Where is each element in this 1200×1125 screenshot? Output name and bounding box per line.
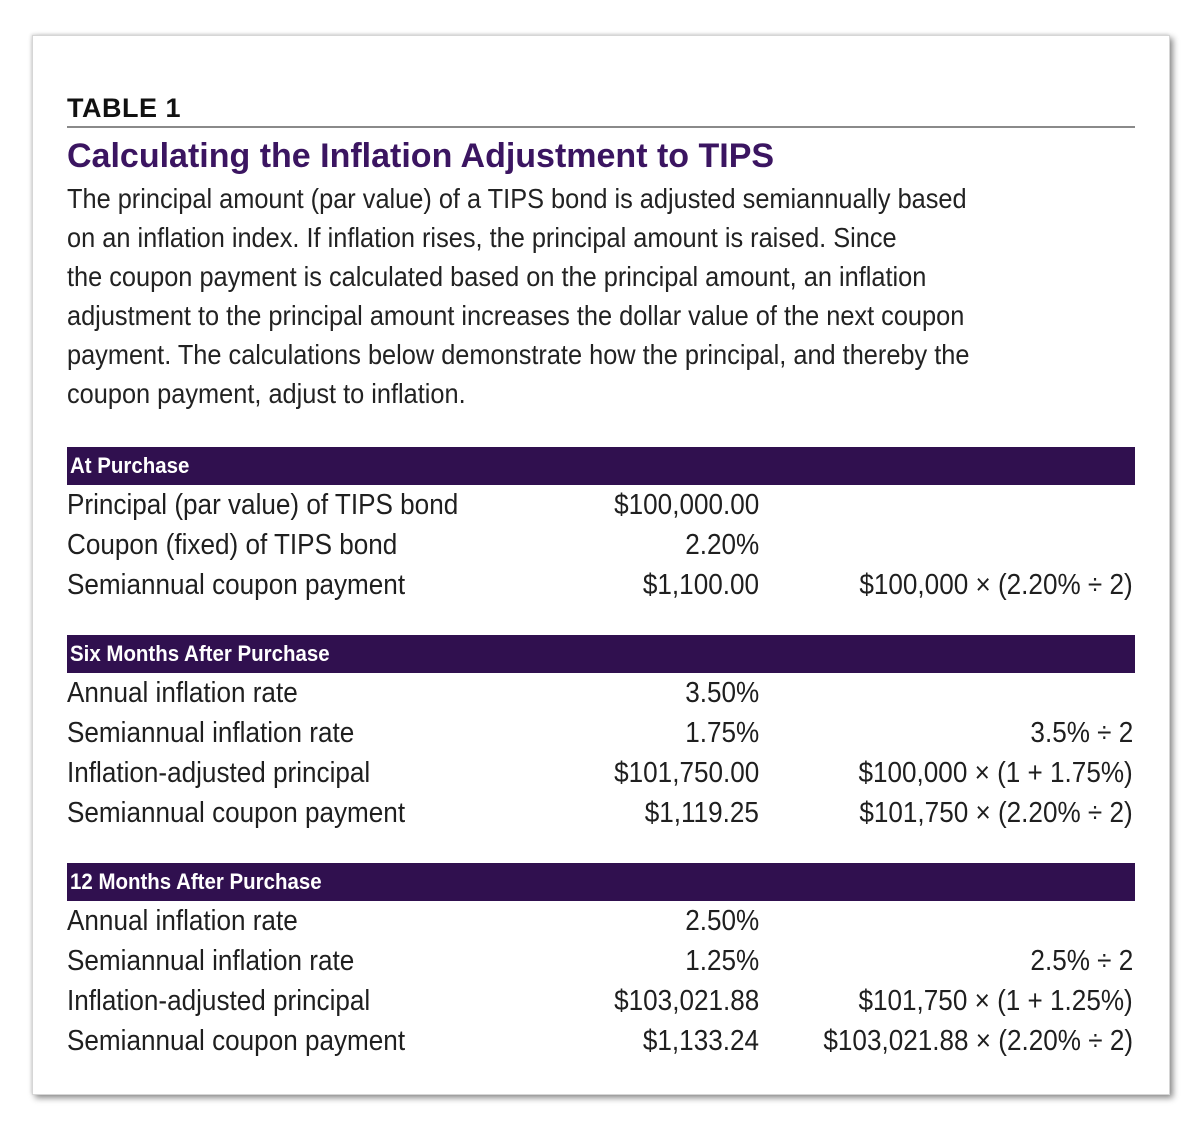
section-heading-text: At Purchase bbox=[70, 453, 190, 478]
row-formula: $100,000 × (2.20% ÷ 2) bbox=[859, 569, 1133, 601]
row-formula: $101,750 × (1 + 1.25%) bbox=[858, 985, 1133, 1017]
row-value: 3.50% bbox=[684, 677, 759, 709]
row-label: Coupon (fixed) of TIPS bond bbox=[67, 529, 398, 561]
intro-line: the coupon payment is calculated based on the principal amount, an inflation bbox=[67, 261, 927, 292]
row-label: Semiannual inflation rate bbox=[67, 945, 355, 977]
section-heading-text: Six Months After Purchase bbox=[70, 641, 330, 666]
row-label: Inflation-adjusted principal bbox=[67, 757, 371, 789]
row-formula: $101,750 × (2.20% ÷ 2) bbox=[859, 797, 1133, 829]
row-value: $100,000.00 bbox=[613, 489, 759, 521]
row-value: 1.25% bbox=[684, 945, 759, 977]
row-label: Semiannual coupon payment bbox=[67, 797, 406, 829]
table-number: TABLE 1 bbox=[67, 93, 182, 123]
table-row bbox=[67, 981, 1135, 1021]
section-twelve-months bbox=[67, 863, 1135, 1061]
row-value: $1,133.24 bbox=[642, 1025, 759, 1057]
row-label: Semiannual coupon payment bbox=[67, 569, 406, 601]
row-label: Principal (par value) of TIPS bond bbox=[67, 489, 459, 521]
row-value: $1,119.25 bbox=[644, 797, 759, 829]
row-value: 2.50% bbox=[684, 905, 759, 937]
table-row bbox=[67, 901, 1135, 941]
table-row bbox=[67, 525, 1135, 565]
section-heading-text: 12 Months After Purchase bbox=[70, 869, 322, 894]
section-heading bbox=[67, 863, 1135, 901]
section-heading bbox=[67, 635, 1135, 673]
row-value: $103,021.88 bbox=[613, 985, 759, 1017]
row-formula: $103,021.88 × (2.20% ÷ 2) bbox=[823, 1025, 1133, 1057]
intro-line: coupon payment, adjust to inflation. bbox=[67, 378, 466, 409]
row-label: Annual inflation rate bbox=[67, 905, 298, 937]
row-formula: $100,000 × (1 + 1.75%) bbox=[858, 757, 1133, 789]
intro-line: The principal amount (par value) of a TIPS bond is adjusted semiannually based bbox=[67, 183, 967, 214]
table-row bbox=[67, 485, 1135, 525]
row-formula: 3.5% ÷ 2 bbox=[1030, 717, 1133, 749]
table-row bbox=[67, 941, 1135, 981]
section-heading bbox=[67, 447, 1135, 485]
row-label: Inflation-adjusted principal bbox=[67, 985, 371, 1017]
table-card bbox=[32, 35, 1170, 1095]
row-value: $101,750.00 bbox=[613, 757, 759, 789]
row-value: $1,100.00 bbox=[642, 569, 759, 601]
row-value: 1.75% bbox=[684, 717, 759, 749]
table-title: Calculating the Inflation Adjustment to TIPS bbox=[67, 137, 775, 175]
table-row bbox=[67, 1021, 1135, 1061]
row-formula: 2.5% ÷ 2 bbox=[1030, 945, 1133, 977]
table-row bbox=[67, 793, 1135, 833]
section-at-purchase bbox=[67, 447, 1135, 605]
header-divider bbox=[67, 126, 1135, 128]
row-label: Annual inflation rate bbox=[67, 677, 298, 709]
table-row bbox=[67, 753, 1135, 793]
row-value: 2.20% bbox=[684, 529, 759, 561]
row-label: Semiannual coupon payment bbox=[67, 1025, 406, 1057]
intro-line: adjustment to the principal amount increases the dollar value of the next coupon bbox=[67, 300, 965, 331]
table-row bbox=[67, 565, 1135, 605]
intro-paragraph bbox=[67, 179, 1142, 413]
table-row bbox=[67, 673, 1135, 713]
intro-line: on an inflation index. If inflation rises, the principal amount is raised. Since bbox=[67, 222, 897, 253]
intro-line: payment. The calculations below demonstrate how the principal, and thereby the bbox=[67, 339, 970, 370]
section-six-months bbox=[67, 635, 1135, 833]
table-row bbox=[67, 713, 1135, 753]
row-label: Semiannual inflation rate bbox=[67, 717, 355, 749]
